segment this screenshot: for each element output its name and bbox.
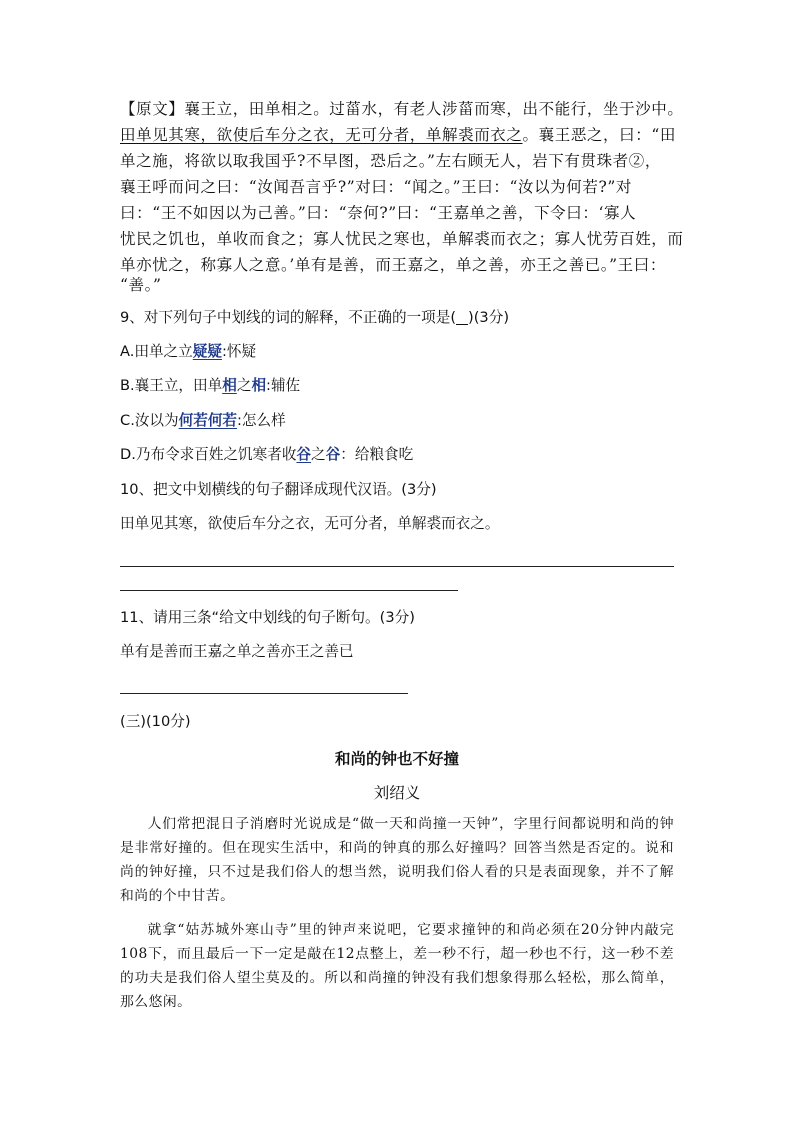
option-c-word: 何若何若 [178,412,238,429]
original-text-line-7: 单亦忧之，称寡人之意。’单有是善，而王嘉之，单之善，亦王之善已。”王曰： [120,256,666,274]
option-d: D.乃布令求百姓之饥寒者收谷之谷：给粮食吃 [120,446,414,463]
essay-author: 刘绍义 [373,784,421,802]
essay-paragraph-1: 人们常把混日子消磨时光说成是“做一天和尚撞一天钟”，字里行间都说明和尚的钟是非常好撞的。但在现实生活中，和尚的钟真的那么好撞吗？回答当然是否定的。说和尚的钟好撞，只不过是我们俗人的想当然，说明我们俗人看的只是表面现象，并不了解和尚的个中甘苦。 [120,816,674,904]
question-11-sentence: 单有是善而王嘉之单之善亦王之善已 [120,643,354,660]
question-10-stem: 10、把文中划横线的句子翻译成现代汉语。(3分) [120,481,437,498]
option-d-word-2: 谷 [325,446,341,463]
option-b-word-2: 相 [251,377,267,394]
answer-line-11[interactable] [120,693,408,694]
option-b-word: 相 [222,377,237,394]
essay-body [120,812,674,1014]
section-3-header: (三)(10分) [120,713,191,730]
original-text-line-1: 【原文】襄王立，田单相之。过菑水，有老人涉菑而寒，出不能行，坐于沙中。 [120,100,684,118]
original-text-line-6: 忧民之饥也，单收而食之；寡人忧民之寒也，单解裘而衣之；寡人忧劳百姓，而 [120,230,684,248]
question-9-stem: 9、对下列句子中划线的词的解释，不正确的一项是( )(3分) [120,309,510,326]
essay-title: 和尚的钟也不好撞 [334,750,459,768]
option-b: B.襄王立，田单相之相:辅佐 [120,377,301,394]
original-text-label: 【原文】 [120,100,185,118]
question-11-stem: 11、请用三条“给文中划线的句子断句。(3分) [120,609,415,626]
option-a: A.田单之立疑疑:怀疑 [120,343,257,360]
underlined-sentence: 田单见其寒，欲使后车分之衣，无可分者，单解裘而衣之 [120,126,523,144]
original-text-line-2: 田单见其寒，欲使后车分之衣，无可分者，单解裘而衣之。襄王恶之，曰：“田 [120,126,676,144]
original-text-line-5: 曰：“王不如因以为己善。”曰：“奈何?”曰：“王嘉单之善，下令曰：‘寡人 [120,204,637,222]
essay-paragraph-2: 就拿“姑苏城外寒山寺”里的钟声来说吧，它要求撞钟的和尚必须在20分钟内敲完108下，而且最后一下一定是敲在12点整上，差一秒不行，超一秒也不行，这一秒不差的功夫是我们俗人望尘莫及的。所以和尚撞的钟没有我们想象得那么轻松，那么简单，那么悠闲。 [120,922,674,1010]
answer-line-10b[interactable] [120,590,458,591]
original-text-line-3: 单之施，将欲以取我国乎?不早图，恐后之。”左右顾无人，岩下有贯珠者②， [120,152,661,170]
question-10-sentence: 田单见其寒，欲使后车分之衣，无可分者，单解裘而衣之。 [120,515,500,532]
option-d-word: 谷 [296,446,312,463]
option-c: C.汝以为何若何若:怎么样 [120,412,286,429]
answer-blank[interactable] [456,310,468,325]
option-a-word: 疑疑 [192,343,222,360]
answer-line-10a[interactable] [120,566,674,567]
original-text-line-4: 襄王呼而问之曰：“汝闻吾言乎?”对曰：“闻之。”王曰：“汝以为何若?”对 [120,178,633,196]
original-text-line-8: “善。” [120,276,162,294]
